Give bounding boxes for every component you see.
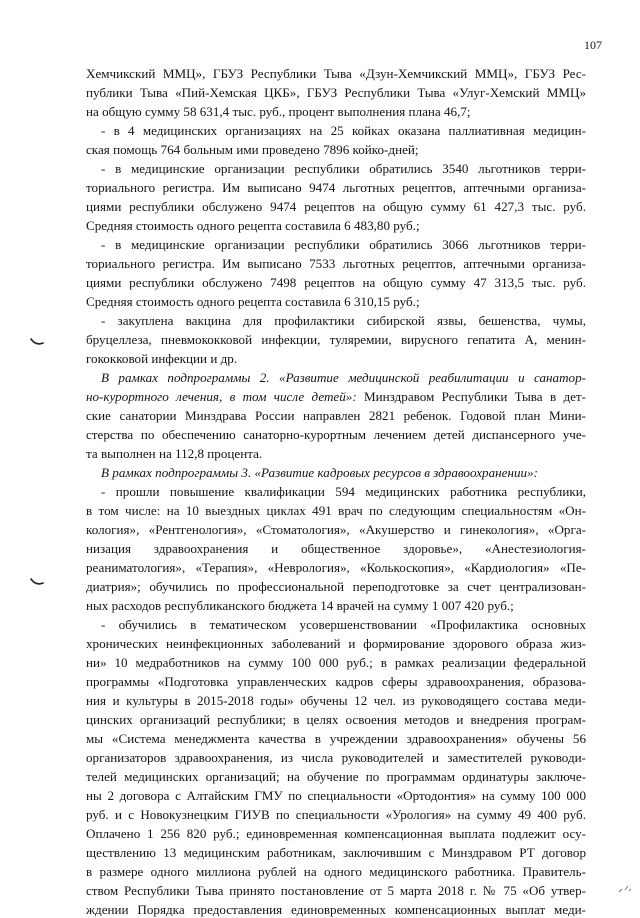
text-line: ния и культуры в 2015-2018 годы» обучены 12 чел. из руководящего состава меди- bbox=[86, 693, 586, 708]
text-line: - прошли повышение квалификации 594 медицинских работника республики, bbox=[101, 484, 586, 499]
text-line: диатрия»; обучились по профессиональной переподготовке за счет централизован- bbox=[86, 579, 586, 594]
text-line: ториального регистра. Им выписано 9474 льготных рецептов, аптечными организа- bbox=[86, 180, 586, 195]
text-line: - закуплена вакцина для профилактики сибирской язвы, бешенства, чумы, bbox=[101, 313, 586, 328]
text-line: ществлению 13 медицинским работникам, заключившим с Минздравом РТ договор bbox=[86, 845, 586, 860]
text-line: но-курортного лечения, в том числе детей»: Минздравом Республики Тыва в дет- bbox=[86, 389, 586, 404]
text-line: Средняя стоимость одного рецепта составила 6 310,15 руб.; bbox=[86, 294, 420, 309]
text-line: организаторов здравоохранения, из числа руководителей и заместителей руководи- bbox=[86, 750, 586, 765]
text-line: ждении Порядка предоставления единовременных компенсационных выплат меди- bbox=[86, 902, 586, 917]
text-line: ных расходов республиканского бюджета 14 врачей на сумму 1 007 420 руб.; bbox=[86, 598, 514, 613]
text-line: - в медицинские организации республики обратились 3540 льготников терри- bbox=[101, 161, 586, 176]
text-line: - обучились в тематическом усовершенствовании «Профилактика основных bbox=[101, 617, 586, 632]
text-line: телей медицинских организаций; на обучение по программам ординатуры заключе- bbox=[86, 769, 586, 784]
text-line: кология», «Рентгенология», «Стоматология», «Акушерство и гинекология», «Орга- bbox=[86, 522, 586, 537]
text-line: ские санатории Минздрава России направлен 2821 ребенок. Годовой план Мини- bbox=[86, 408, 586, 423]
text-line: бруцеллеза, пневмококковой инфекции, туляремии, вирусного гепатита А, менин- bbox=[86, 332, 586, 347]
text-line: В рамках подпрограммы 2. «Развитие медицинской реабилитации и санатор- bbox=[101, 370, 586, 385]
margin-tick-icon bbox=[30, 338, 44, 346]
text-line: ториального регистра. Им выписано 7533 льготных рецептов, аптечными организа- bbox=[86, 256, 586, 271]
text-line: в том числе: на 10 выездных циклах 491 врач по следующим специальностям «Он- bbox=[86, 503, 586, 518]
text-line: - в медицинские организации республики обратились 3066 льготников терри- bbox=[101, 237, 586, 252]
text-line: ством Республики Тыва принято постановление от 5 марта 2018 г. № 75 «Об утвер- bbox=[86, 883, 586, 898]
text-line: та выполнен на 112,8 процента. bbox=[86, 446, 263, 461]
text-line: гококковой инфекции и др. bbox=[86, 351, 238, 366]
margin-tick-icon bbox=[30, 578, 44, 586]
text-line: циями республики обслужено 9474 рецептов на общую сумму 61 427,3 тыс. руб. bbox=[86, 199, 586, 214]
text-line: Хемчикский ММЦ», ГБУЗ Республики Тыва «Дзун-Хемчикский ММЦ», ГБУЗ Рес- bbox=[86, 66, 586, 81]
text-line: программы «Подготовка управленческих кадров сферы здравоохранения, образова- bbox=[86, 674, 586, 689]
text-line: - в 4 медицинских организациях на 25 койках оказана паллиативная медицин- bbox=[101, 123, 586, 138]
text-line: стерства по обеспечению санаторно-курортным лечением детей диспансерного уче- bbox=[86, 427, 586, 442]
text-line: на общую сумму 58 631,4 тыс. руб., процент выполнения плана 46,7; bbox=[86, 104, 471, 119]
page-number: 107 bbox=[584, 38, 602, 52]
text-line: ская помощь 764 больным ими проведено 7896 койко-дней; bbox=[86, 142, 419, 157]
text-line: в размере одного миллиона рублей на одного медицинского работника. Правитель- bbox=[86, 864, 586, 879]
text-line: ны 2 договора с Алтайским ГМУ по специальности «Ортодонтия» на сумму 100 000 bbox=[86, 788, 586, 803]
text-line: Средняя стоимость одного рецепта составила 6 483,80 руб.; bbox=[86, 218, 420, 233]
text-line: циями республики обслужено 7498 рецептов на общую сумму 47 313,5 тыс. руб. bbox=[86, 275, 586, 290]
text-line: реаниматология», «Терапия», «Неврология», «Колькоскопия», «Кардиология» «Пе- bbox=[86, 560, 586, 575]
text-line: В рамках подпрограммы 3. «Развитие кадровых ресурсов в здравоохранении»: bbox=[101, 465, 538, 480]
text-line: публики Тыва «Пий-Хемская ЦКБ», ГБУЗ Республики Тыва «Улуг-Хемский ММЦ» bbox=[86, 85, 586, 100]
text-line: ни» 10 медработников на сумму 100 000 руб.; в рамках реализации федеральной bbox=[86, 655, 586, 670]
text-line: мы «Система менеджмента качества в учреждении здравоохранения» обучены 56 bbox=[86, 731, 586, 746]
text-line: хронических неинфекционных заболеваний и формирование здорового образа жиз- bbox=[86, 636, 586, 651]
text-line: низация здравоохранения и общественное здоровье», «Анестезиология- bbox=[86, 541, 586, 556]
text-line: Оплачено 1 256 820 руб.; единовременная компенсационная выплата подлежит осу- bbox=[86, 826, 586, 841]
scan-speck-icon bbox=[618, 884, 632, 894]
text-line: цинских организаций республики; в целях освоения методов и внедрения програм- bbox=[86, 712, 586, 727]
text-line: руб. и с Новокузнецким ГИУВ по специальности «Урология» на сумму 49 400 руб. bbox=[86, 807, 586, 822]
